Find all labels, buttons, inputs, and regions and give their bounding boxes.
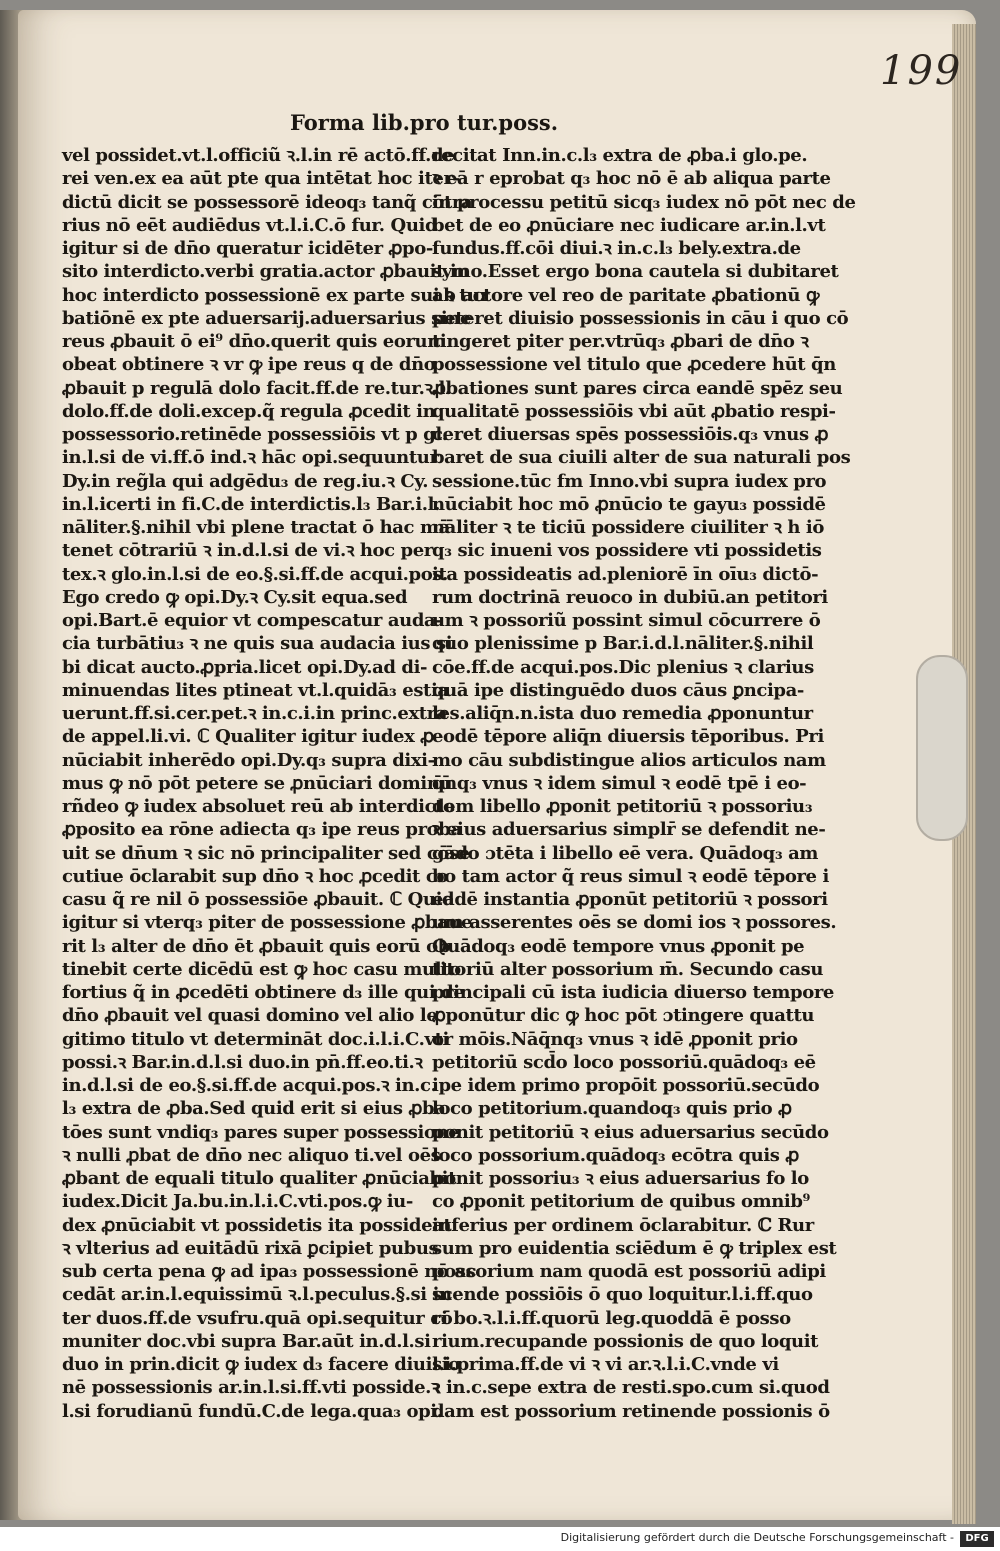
text-line: tingeret piter per.vtrūq₃ ꝓbari de dn̄o ꝛ [432, 331, 809, 352]
text-line: tōes sunt vndiq₃ pares super possessione [62, 1121, 460, 1143]
text-line: rius nō eēt audiēdus vt.l.i.C.ō fur. Quid [62, 214, 438, 236]
text-line: titoriū alter possorium m̄. Secundo casu [432, 958, 824, 980]
text-line: igitur si vterq₃ piter de possessione ꝓbaue [62, 912, 473, 934]
text-line: possorium nam quodā est possoriū adipi [432, 1261, 826, 1282]
text-line: co ꝓponit petitorium de quibus omnib⁹ [432, 1191, 811, 1213]
text-line: l₃ extra de ꝓba.Sed quid erit si eius ꝓba [62, 1098, 446, 1120]
text-line: ponit possoriu₃ ꝛ eius aduersarius fo lo [432, 1168, 809, 1189]
text-line: Ego credo ꝙ opi.Dy.ꝛ Cy.sit equa.sed [62, 586, 408, 608]
clasp-tab [916, 655, 968, 841]
text-column-right [432, 144, 856, 1423]
text-line: gādo ɔtēta i libello eē vera. Quādoq₃ am [432, 842, 819, 864]
text-line: les.aliq̄n.n.ista duo remedia ꝓponuntur [432, 703, 813, 724]
text-line: mo cāu subdistingue alios articulos nam [432, 749, 826, 771]
text-line: fortius q̃ in ꝓcedēti obtinere d₃ ille qui de [62, 982, 465, 1003]
text-line: nūciabit inherēdo opi.Dy.q₃ supra dixi- [62, 749, 435, 771]
text-line: ꝓponūtur dic ꝙ hoc pōt ɔtingere quattu [432, 1005, 815, 1027]
text-line: Dy.in reg̃la qui adgēdu₃ de reg.iu.ꝛ Cy. [62, 470, 429, 492]
text-line: uerunt.ff.si.cer.pet.ꝛ in.c.i.in princ.extra [62, 703, 448, 724]
text-line: Quādoq₃ eodē tempore vnus ꝓponit pe [432, 935, 805, 957]
text-line: possessione vel titulo que ꝓcedere hūt q̄n [432, 354, 836, 376]
text-line: dex ꝓnūciabit vt possidetis ita possideat [62, 1214, 452, 1236]
text-line: opi.Bart.ē equior vt compescatur auda- [62, 610, 443, 631]
text-line: dolo.ff.de doli.excep.q̃ regula ꝓcedit in [62, 400, 436, 422]
text-line: nāliter ꝛ te ticiū possidere ciuiliter ꝛ h iō [432, 517, 824, 538]
text-line: l.i.prima.ff.de vi ꝛ vi ar.ꝛ.l.i.C.vnde vi [432, 1354, 779, 1375]
footer-credit: Digitalisierung gefördert durch die Deutsche Forschungsgemeinschaft - [560, 1531, 954, 1544]
text-line: um asserentes oēs se domi ios ꝛ possores. [432, 912, 837, 934]
text-line: l.si forudianū fundū.C.de lega.qua₃ opi. [62, 1400, 443, 1422]
text-line: nāliter.§.nihil vbi plene tractat ō hac mā [62, 517, 450, 538]
text-line: dam est possorium retinende possionis ō [432, 1400, 830, 1422]
text-line: ri bo.ꝛ.l.i.ff.quorū leg.quoddā ē posso [432, 1307, 791, 1329]
text-line: hoc interdicto possessionē ex parte sui ꝛ tur [62, 284, 489, 306]
text-line: casu q̃ re nil ō possessiōe ꝓbauit. ℂ Quid [62, 889, 455, 910]
text-line: ꝛ eius aduersarius simplr̄ se defendit ne- [432, 819, 826, 841]
text-line: ab actore vel reo de paritate ꝓbationū ꝙ [432, 284, 820, 306]
text-line: rium.recupande possionis de quo loquit [432, 1330, 819, 1352]
text-line: rñdeo ꝙ iudex absoluet reū ab interdicto [62, 796, 455, 817]
text-line: muniter doc.vbi supra Bar.aūt in.d.l.si [62, 1330, 431, 1352]
text-line: cia turbātiu₃ ꝛ ne quis sua audacia ius si [62, 633, 453, 655]
text-line: rum doctrinā reuoco in dubiū.an petitori [432, 586, 828, 608]
text-line: mus ꝙ nō pōt petere se ꝓnūciari dominū [62, 772, 453, 794]
text-line: inferius per ordinem ōclarabitur. ℂ Rur [432, 1214, 814, 1236]
text-line: in processu petitū sicq₃ iudex nō pōt nec de [432, 191, 856, 213]
text-line: gitimo titulo vt determināt doc.i.l.i.C.vti [62, 1028, 449, 1050]
text-line: possi.ꝛ Bar.in.d.l.si duo.in pn̄.ff.eo.ti.ꝛ [62, 1051, 423, 1073]
text-line: ꝓbationes sunt pares circa eandē spēz seu [432, 377, 843, 399]
text-line: eadē instantia ꝓponūt petitoriū ꝛ possori [432, 889, 828, 910]
text-line: dictū dicit se possessorē ideoq₃ tanq̃ cōtra [62, 191, 473, 213]
text-line: peteret diuisio possessionis in cāu i quo cō [432, 307, 849, 329]
text-line: dn̄o ꝓbauit vel quasi domino vel alio le [62, 1005, 438, 1027]
folio-number: 199 [880, 48, 963, 94]
text-line: bet de eo ꝓnūciare nec iudicare ar.in.l.vt [432, 214, 826, 236]
text-line: de appel.li.vi. ℂ Qualiter igitur iudex ꝓ [62, 726, 434, 748]
text-line: bi dicat aucto.ꝓpria.licet opi.Dy.ad di- [62, 656, 428, 678]
text-line: quo plenissime p Bar.i.d.l.nāliter.§.nihil [432, 633, 814, 655]
dfg-logo: DFG [960, 1531, 994, 1547]
text-line: tinebit certe dicēdū est ꝙ hoc casu multo [62, 958, 461, 980]
text-line: batiōnē ex pte aduersarij.aduersarius sine [62, 307, 472, 329]
text-line: reus ꝓbauit ō ei⁹ dn̄o.querit quis eorum [62, 331, 446, 352]
text-line: rit l₃ alter de dn̄o ēt ꝓbauit quis eorū ob [62, 935, 450, 957]
text-line: in.d.l.si de eo.§.si.ff.de acqui.pos.ꝛ in.c. [62, 1075, 437, 1096]
text-line: in.l.si de vi.ff.ō ind.ꝛ hāc opi.sequuntur [62, 447, 439, 469]
running-head: Forma lib.pro tur.poss. [290, 110, 559, 135]
text-line: duo in prin.dicit ꝙ iudex d₃ facere diuisio [62, 1354, 460, 1375]
text-line: in.l.icerti in fi.C.de interdictis.l₃ Bar.i.l. [62, 493, 440, 515]
text-line: sessione.tūc fm Inno.vbi supra iudex pro [432, 470, 827, 492]
text-line: iudex.Dicit Ja.bu.in.l.i.C.vti.pos.ꝙ iu- [62, 1191, 413, 1213]
text-line: cōe.ff.de acqui.pos.Dic plenius ꝛ clarius [432, 656, 814, 678]
text-line: tenet cōtrariū ꝛ in.d.l.si de vi.ꝛ hoc per [62, 540, 433, 562]
text-line: eodē tēpore aliq̄n diuersis tēporibus. Pri [432, 726, 824, 748]
text-line: ceret diuersas spēs possessiōis.q₃ vnus ꝓ [432, 424, 829, 445]
text-line: possessorio.retinēde possessiōis vt p gl. [62, 424, 448, 445]
text-line: petitoriū scd̄o loco possoriū.quādoq₃ eē [432, 1051, 816, 1073]
text-line: sito interdicto.verbi gratia.actor ꝓbauit in [62, 261, 469, 283]
text-line: ꝛ nulli ꝓbat de dn̄o nec aliquo ti.vel oēs [62, 1144, 441, 1166]
text-line: ter duos.ff.de vsufru.quā opi.sequitur cō [62, 1307, 453, 1329]
text-line: ꝓbauit p regulā dolo facit.ff.de re.tur.ꝛ.l. [62, 377, 451, 399]
text-line: uit se dn̄um ꝛ sic nō principaliter sed cōse [62, 842, 470, 864]
text-line: nē possessionis ar.in.l.si.ff.vti posside.ꝛ [62, 1377, 440, 1399]
text-line: sub certa pena ꝙ ad ipa₃ possessionē nō ac [62, 1261, 477, 1282]
text-line: baret de sua ciuili alter de sua naturali pos [432, 447, 851, 469]
text-line: ꝛ in.c.sepe extra de resti.spo.cum si.quod [432, 1377, 830, 1399]
text-line: obeat obtinere ꝛ vr ꝙ ipe reus q de dn̄o [62, 354, 436, 376]
text-line: recitat Inn.in.c.l₃ extra de ꝓba.i glo.pe. [432, 145, 808, 166]
text-line: ꝛ vlterius ad euitādū rixā ꝑcipiet pubus [62, 1237, 439, 1259]
text-line: ita possideatis ad.pleniorē īn oīu₃ dictō- [432, 563, 819, 585]
text-line: ꝓbant de equali titulo qualiter ꝓnūciabit [62, 1168, 456, 1189]
text-line: um ꝛ possoriũ possint simul cōcurrere ō [432, 610, 821, 631]
text-line: sum pro euidentia sciēdum ē ꝙ triplex est [432, 1237, 837, 1259]
text-line: nūciabit hoc mō ꝓnūcio te gayu₃ possidē [432, 493, 826, 515]
text-line: q₃ sic inueni vos possidere vti possidetis [432, 540, 822, 562]
text-line: dem libello ꝓponit petitoriū ꝛ possoriu₃ [432, 796, 813, 817]
text-line: ꝛ eā r eprobat q₃ hoc nō ē ab aliqua parte [432, 168, 831, 190]
text-line: loco petitorium.quandoq₃ quis prio ꝓ [432, 1098, 792, 1120]
text-line: ipe idem primo propōit possoriū.secūdo [432, 1075, 820, 1096]
text-line: or mōis.Nāq̄nq₃ vnus ꝛ idē ꝓponit prio [432, 1028, 798, 1050]
text-line: bo tam actor q̃ reus simul ꝛ eodē tēpore i [432, 865, 829, 887]
text-line: loco possorium.quādoq₃ ecōtra quis ꝓ [432, 1144, 799, 1166]
text-line: igitur si de dn̄o queratur icidēter ꝓpo- [62, 238, 433, 259]
text-line: vel possidet.vt.l.officiũ ꝛ.l.in rē actō.ff.de [62, 145, 455, 166]
text-line: ꝓposito ea rōne adiecta q₃ ipe reus proba [62, 819, 462, 841]
text-line: symo.Esset ergo bona cautela si dubitaret [432, 261, 839, 283]
footer-bar [0, 1527, 1000, 1551]
text-line: fundus.ff.cōi diui.ꝛ in.c.l₃ bely.extra.de [432, 238, 801, 259]
text-line: cutiue ōclarabit sup dn̄o ꝛ hoc ꝓcedit co [62, 865, 448, 887]
text-line: scende possiōis ō quo loquitur.l.i.ff.quo [432, 1284, 813, 1306]
text-line: q̄nq₃ vnus ꝛ idem simul ꝛ eodē tpē i eo- [432, 772, 807, 794]
text-line: ponit petitoriū ꝛ eius aduersarius secūdo [432, 1121, 829, 1143]
text-line: cedāt ar.in.l.equissimū ꝛ.l.peculus.§.si in [62, 1284, 452, 1306]
text-line: rei ven.ex ea aūt pte qua intētat hoc iter- [62, 168, 460, 190]
text-line: quā ipe distinguēdo duos cāus ꝑncipa- [432, 679, 804, 701]
text-line: qualitatē possessiōis vbi aūt ꝓbatio respi- [432, 400, 836, 422]
text-line: tex.ꝛ glo.in.l.si de eo.§.si.ff.de acqui.pos. [62, 563, 448, 585]
text-line: principali cū ista iudicia diuerso tempore [432, 982, 834, 1003]
text-column-left [62, 144, 489, 1423]
text-line: minuendas lites ptineat vt.l.quidā₃ estia [62, 679, 449, 701]
